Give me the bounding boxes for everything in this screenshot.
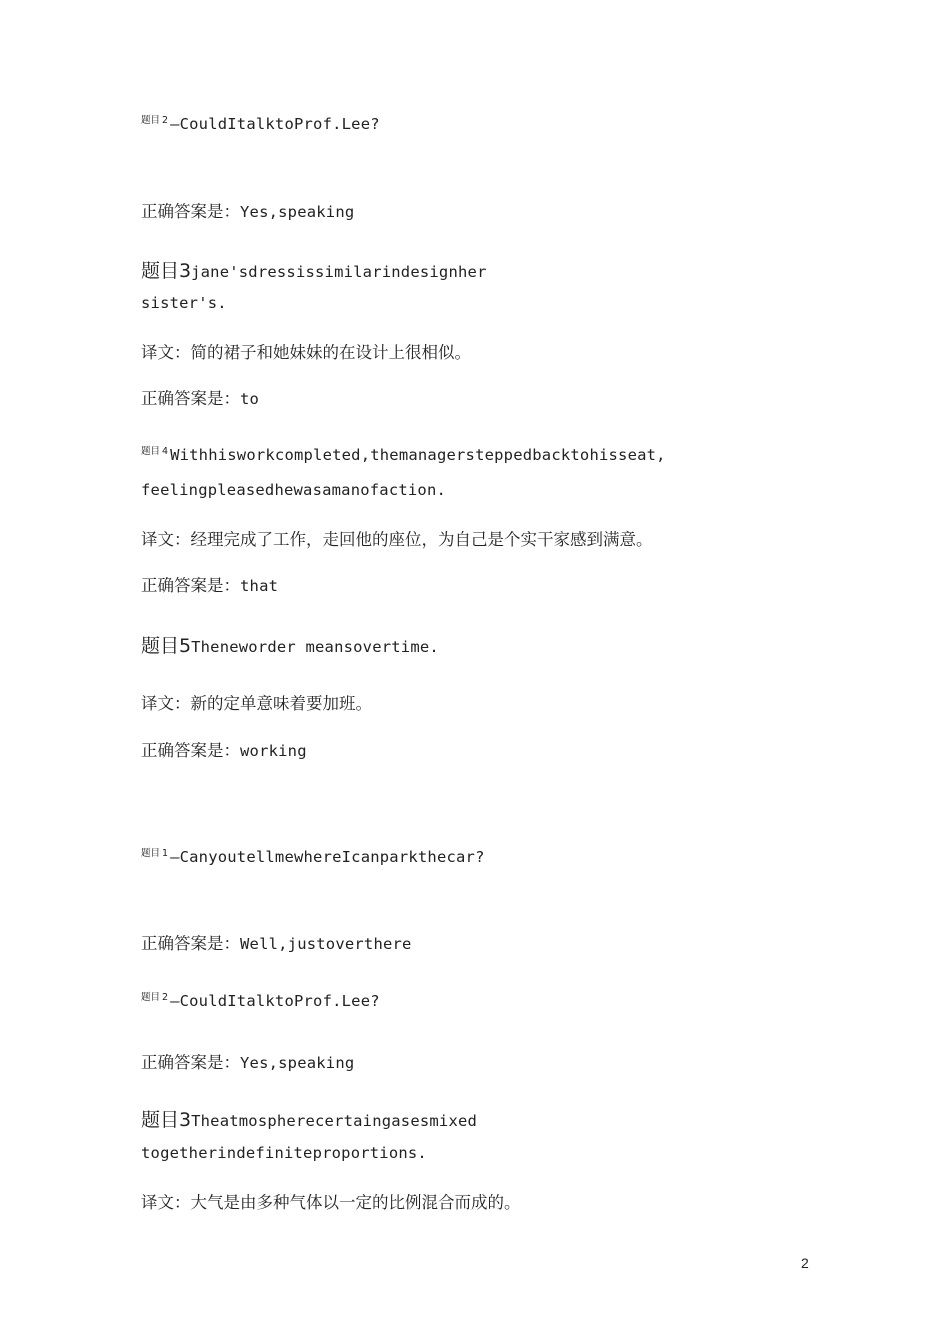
answer-text: Yes,speaking	[240, 1054, 355, 1072]
question-number: 4	[162, 446, 169, 457]
translation-label: 译文：	[141, 343, 191, 362]
question-text-continued	[141, 1144, 427, 1163]
answer-line	[141, 198, 354, 222]
answer-text: to	[240, 390, 260, 408]
question-text: Theatmospherecertaingasesmixed	[191, 1112, 478, 1130]
translation-label: 译文：	[141, 1193, 191, 1212]
question-text: —CouldItalktoProf.Lee?	[170, 115, 380, 133]
question-text-continued	[141, 294, 227, 313]
question-number: 2	[162, 115, 169, 126]
translation-line	[141, 1189, 521, 1213]
question-label: 题目	[141, 848, 161, 859]
answer-label: 正确答案是：	[141, 389, 240, 408]
question-number: 3	[179, 260, 192, 282]
question-label: 题目	[141, 260, 180, 282]
page-number: 2	[801, 1255, 809, 1271]
question-number: 1	[162, 848, 169, 859]
question-text: sister's.	[141, 294, 227, 312]
answer-line	[141, 737, 307, 761]
answer-line	[141, 385, 259, 409]
answer-label: 正确答案是：	[141, 576, 240, 595]
question-text: —CanyoutellmewhereIcanparkthecar?	[170, 848, 485, 866]
question-2-line	[141, 112, 380, 134]
question-3-line	[141, 1105, 477, 1132]
answer-text: Yes,speaking	[240, 203, 355, 221]
question-2-line	[141, 989, 380, 1011]
translation-label: 译文：	[141, 530, 191, 549]
question-label: 题目	[141, 635, 180, 657]
question-number: 5	[179, 635, 192, 657]
translation-text: 简的裙子和她妹妹的在设计上很相似。	[190, 343, 471, 362]
translation-text: 大气是由多种气体以一定的比例混合而成的。	[190, 1193, 521, 1212]
answer-text: Well,justoverthere	[240, 935, 412, 953]
question-number: 3	[179, 1109, 192, 1131]
question-5-line	[141, 631, 439, 658]
question-label: 题目	[141, 992, 161, 1003]
answer-text: that	[240, 577, 279, 595]
translation-text: 新的定单意味着要加班。	[190, 694, 372, 713]
question-label: 题目	[141, 1109, 180, 1131]
question-text: jane'sdressissimilarindesignher	[191, 263, 487, 281]
answer-label: 正确答案是：	[141, 741, 240, 760]
question-text-continued	[141, 481, 446, 500]
question-label: 题目	[141, 446, 161, 457]
answer-line	[141, 930, 412, 954]
answer-label: 正确答案是：	[141, 934, 240, 953]
translation-line	[141, 339, 471, 363]
translation-text: 经理完成了工作，走回他的座位，为自己是个实干家感到满意。	[190, 530, 653, 549]
translation-label: 译文：	[141, 694, 191, 713]
answer-label: 正确答案是：	[141, 202, 240, 221]
question-3-line	[141, 256, 487, 283]
question-label: 题目	[141, 115, 161, 126]
question-number: 2	[162, 992, 169, 1003]
answer-line	[141, 572, 278, 596]
question-text: Theneworder meansovertime.	[191, 638, 439, 656]
question-1-line	[141, 845, 485, 867]
answer-label: 正确答案是：	[141, 1053, 240, 1072]
translation-line	[141, 526, 653, 550]
translation-line	[141, 690, 372, 714]
answer-line	[141, 1049, 354, 1073]
question-text: togetherindefiniteproportions.	[141, 1144, 427, 1162]
question-text: —CouldItalktoProf.Lee?	[170, 992, 380, 1010]
question-text: feelingpleasedhewasamanofaction.	[141, 481, 447, 499]
question-4-line	[141, 443, 666, 465]
answer-text: working	[240, 742, 307, 760]
question-text: Withhisworkcompleted,themanagersteppedbacktohisseat,	[170, 446, 666, 464]
